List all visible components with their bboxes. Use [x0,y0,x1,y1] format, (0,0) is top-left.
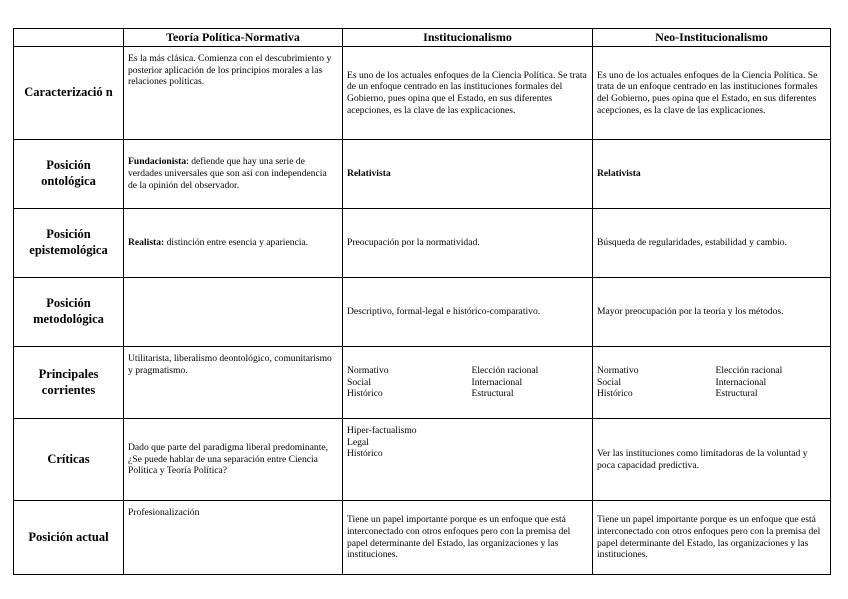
row-label: Principales corrientes [14,347,124,419]
cell: Es uno de los actuales enfoques de la Ciencia Política. Se trata de un enfoque centrado en las instituciones formales del Gobierno, pues opina que el Estado, en sus diferentes acepciones, es la clave de las explicaciones. [343,47,593,140]
header-col2: Institucionalismo [343,29,593,47]
row-label: Posición metodológica [14,278,124,347]
row-caracterizacion [14,47,831,140]
list-item: Internacional [715,376,767,388]
cell [343,419,593,501]
cell [593,347,831,419]
cell: Profesionalización [124,501,343,575]
row-metodologica [14,278,831,347]
cell-bold: Relativista [597,168,641,180]
cell: Tiene un papel importante porque es un enfoque que está interconectado con otros enfoques pero con la premisa del papel determinante del Estado, las organizaciones y las instituciones. [343,501,593,575]
header-col3: Neo-Institucionalismo [593,29,831,47]
list-item: Legal [347,436,369,448]
cell-bold: Relativista [347,168,391,180]
row-label: Posición ontológica [14,140,124,209]
cell: Descriptivo, formal-legal e histórico-comparativo. [343,278,593,347]
row-ontologica [14,140,831,209]
row-actual [14,501,831,575]
header-col1: Teoría Política-Normativa [124,29,343,47]
list-item: Estructural [715,388,758,400]
row-corrientes [14,347,831,419]
cell [343,347,593,419]
corrientes-list [597,365,826,400]
list-item: Elección racional [715,364,783,376]
cell [124,278,343,347]
list-item: Normativo [597,364,639,376]
row-label: Críticas [14,419,124,501]
list-item: Internacional [471,376,523,388]
cell [124,140,343,209]
list-item: Social [597,376,621,388]
list-item: Histórico [597,388,633,400]
cell [593,140,831,209]
list-item: Estructural [471,388,514,400]
cell: Preocupación por la normatividad. [343,209,593,278]
row-epistemologica [14,209,831,278]
list-item: Histórico [347,448,383,460]
cell [343,140,593,209]
criticas-list [347,425,588,460]
list-item: Hiper-factualismo [347,425,417,436]
row-label: Posición epistemológica [14,209,124,278]
row-criticas [14,419,831,501]
cell: Es la más clásica. Comienza con el descubrimiento y posterior aplicación de los principios morales a las relaciones políticas. [124,47,343,140]
list-item: Normativo [347,364,389,376]
cell: Mayor preocupación por la teoría y los métodos. [593,278,831,347]
cell-text: distinción entre esencia y apariencia. [164,237,309,249]
row-label: Posición actual [14,501,124,575]
cell-bold: Fundacionista [128,156,187,168]
cell: Tiene un papel importante porque es un enfoque que está interconectado con otros enfoques pero con la premisa del papel determinante del Estado, las organizaciones y las instituciones. [593,501,831,575]
header-row [14,29,831,47]
list-item: Histórico [347,388,383,400]
row-label: Caracterizació n [14,47,124,140]
corrientes-list [347,365,588,400]
cell: Es uno de los actuales enfoques de la Ciencia Política. Se trata de un enfoque centrado en las instituciones formales del Gobierno, pues opina que el Estado, en sus diferentes acepciones, es la clave de las explicaciones. [593,47,831,140]
cell-text: : defiende que hay una serie de verdades universales que son así con independencia de la opinión del observador. [128,156,327,191]
cell: Ver las instituciones como limitadoras de la voluntad y poca capacidad predictiva. [593,419,831,501]
cell: Búsqueda de regularidades, estabilidad y cambio. [593,209,831,278]
comparison-table [13,28,831,575]
cell-bold: Realista: [128,237,165,249]
list-item: Elección racional [471,364,539,376]
list-item: Social [347,376,371,388]
header-empty [14,29,124,47]
cell: Dado que parte del paradigma liberal predominante, ¿Se puede hablar de una separación entre Ciencia Política y Teoría Política? [124,419,343,501]
cell: Utilitarista, liberalismo deontológico, comunitarismo y pragmatismo. [124,347,343,419]
cell [124,209,343,278]
